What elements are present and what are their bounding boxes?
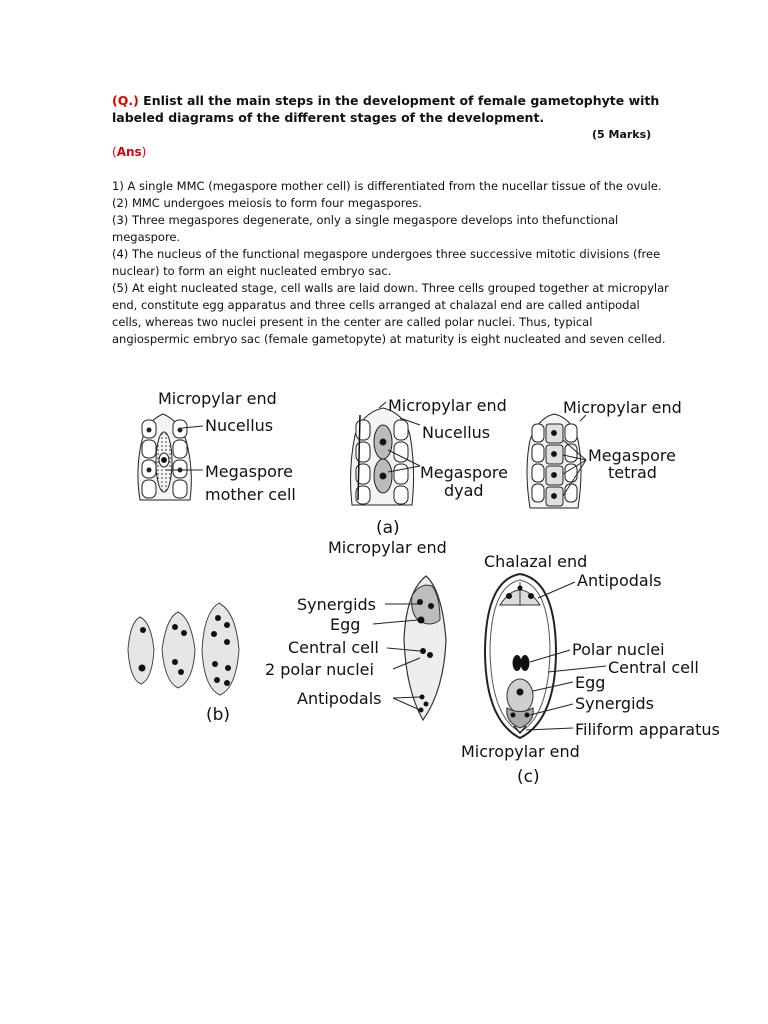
c-micropylar-label: Micropylar end xyxy=(461,742,580,761)
a2-nucellus-label: Nucellus xyxy=(422,423,491,442)
a3-top-label: Micropylar end xyxy=(563,398,682,417)
eight-nucleate-sac xyxy=(202,603,239,695)
c-egg-label: Egg xyxy=(575,673,606,692)
caption-b: (b) xyxy=(206,705,231,725)
c-central-cell-label: Central cell xyxy=(608,658,699,677)
step-5: (5) At eight nucleated stage, cell walls are laid down. Three cells grouped together at micropylar end, constitute egg apparatus and three cells arranged at chalazal end are called antipodal cells, whereas two nuclei present in the center are called polar nuclei. Thus, typical angiospermic embryo sac (female gametopyte) at maturity is eight nucleated and seven celled. xyxy=(112,281,669,346)
question-tag: (Q.) xyxy=(112,93,139,108)
two-nucleate-sac xyxy=(128,617,154,684)
a1-mother-cell-label: mother cell xyxy=(205,485,296,504)
step-2: (2) MMC undergoes meiosis to form four megaspores. xyxy=(112,196,422,210)
answer-label-text: Ans xyxy=(116,145,142,159)
tetrad-drawing xyxy=(527,414,581,508)
a1-top-label: Micropylar end xyxy=(158,389,277,408)
c-chalazal-label: Chalazal end xyxy=(484,552,588,571)
a1-nucellus-label: Nucellus xyxy=(205,416,274,435)
step-1: 1) A single MMC (megaspore mother cell) is differentiated from the nucellar tissue of the ovule. xyxy=(112,179,662,193)
b-synergids-label: Synergids xyxy=(297,595,376,614)
a3-tetrad-label: tetrad xyxy=(608,463,657,482)
a3-megaspore-label: Megaspore xyxy=(588,446,676,465)
four-nucleate-sac xyxy=(162,612,195,688)
a2-megaspore-label: Megaspore xyxy=(420,463,508,482)
mature-embryo-sac xyxy=(485,574,556,738)
b-central-cell-label: Central cell xyxy=(288,638,379,657)
b-egg-label: Egg xyxy=(330,615,361,634)
b-antipodals-label: Antipodals xyxy=(297,689,382,708)
answer-open-paren: ( xyxy=(112,145,117,159)
dyad-drawing xyxy=(351,408,414,505)
answer-close-paren: ) xyxy=(141,145,147,159)
c-synergids-label: Synergids xyxy=(575,694,654,713)
mature-sac-side-view xyxy=(404,576,446,720)
a2-top-label: Micropylar end xyxy=(388,396,507,415)
c-polar-nuclei-label: Polar nuclei xyxy=(572,640,665,659)
caption-a: (a) xyxy=(376,518,400,538)
step-3: (3) Three megaspores degenerate, only a single megaspore develops into thefunctional megaspore. xyxy=(112,213,619,244)
c-filiform-label: Filiform apparatus xyxy=(575,720,720,739)
question-text: Enlist all the main steps in the development of female gametophyte with labeled diagrams of the different stages of the development. xyxy=(112,93,660,125)
c-antipodals-label: Antipodals xyxy=(577,571,662,590)
mmc-drawing xyxy=(138,414,191,500)
caption-c: (c) xyxy=(517,767,540,787)
a2-dyad-label: dyad xyxy=(444,481,484,500)
b-polar-nuclei-label: 2 polar nuclei xyxy=(265,660,374,679)
marks-label: (5 Marks) xyxy=(592,128,652,141)
step-4: (4) The nucleus of the functional megaspore undergoes three successive mitotic divisions (free nuclear) to form an eight nucleated embryo sac. xyxy=(112,247,661,278)
b-top-label: Micropylar end xyxy=(328,538,447,557)
a1-megaspore-label: Megaspore xyxy=(205,462,293,481)
